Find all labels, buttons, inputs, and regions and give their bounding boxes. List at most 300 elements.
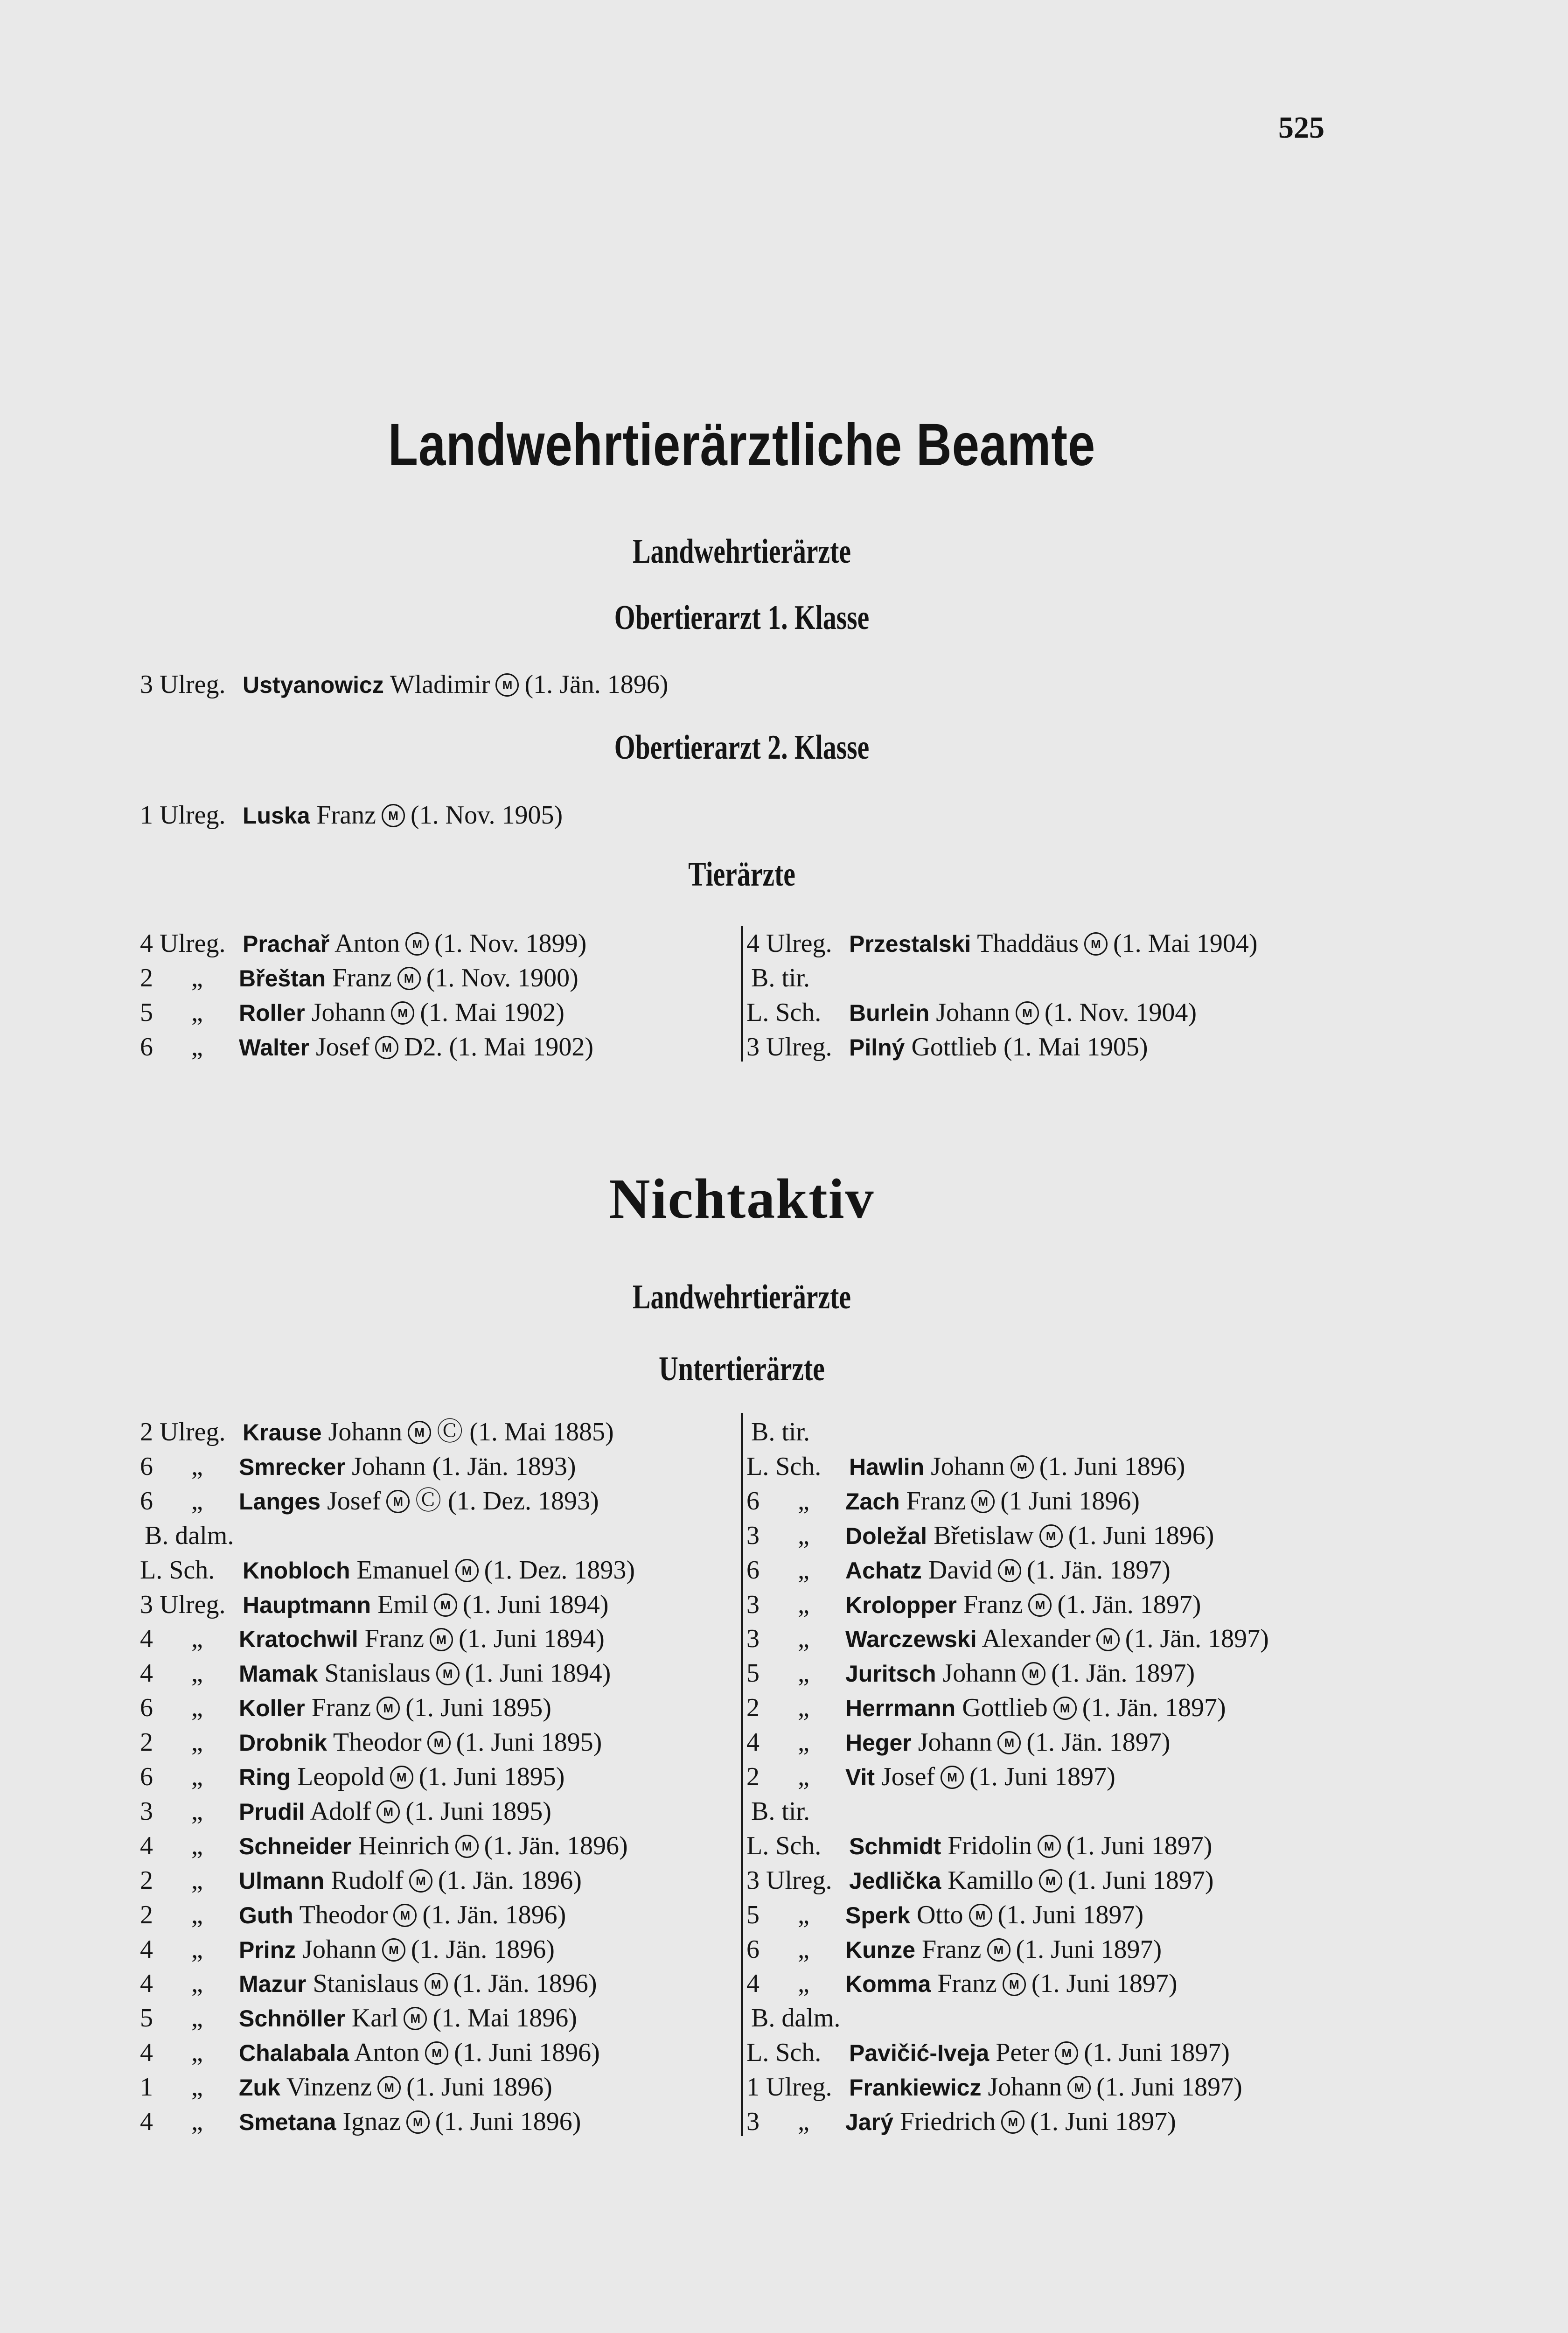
page-number: 525 [1278,111,1324,145]
medal-icon: M [987,1938,1010,1962]
medal-icon: M [406,2110,430,2134]
unit-number: 2 [140,1728,153,1757]
list-entry [140,2104,581,2139]
surname: Herrmann [845,1695,956,1722]
date: (1. Jän. 1896) [438,1865,582,1895]
unit-label: 3 Ulreg. [140,670,226,699]
given-name: Johann [328,1418,403,1446]
given-name: Franz [922,1935,982,1964]
medal-icon: M [1084,932,1108,956]
list-entry [746,1725,1170,1760]
given-name: Vinzenz [286,2073,372,2102]
unit-label [746,1966,845,2001]
given-name: Stanislaus [324,1659,431,1688]
date: (1. Nov. 1904) [1044,998,1197,1027]
group-heading-nichtaktiv: Landwehrtierärzte [632,1278,851,1316]
ditto-mark: „ [798,1969,809,1998]
given-name: Franz [963,1590,1023,1619]
ditto-mark: „ [191,2073,203,2102]
date: (1. Mai 1896) [432,2004,577,2033]
surname: Koller [239,1695,305,1722]
unit-number: 2 [746,1693,760,1723]
list-entry [746,1760,1115,1794]
branch-label: B. dalm. [145,1521,234,1550]
list-entry [140,1932,555,1967]
medal-icon: M [1039,1524,1063,1548]
unit-number: 4 [140,1969,153,1998]
medal-icon: M [405,932,429,956]
surname: Drobnik [239,1730,327,1756]
given-name: Adolf [310,1796,371,1826]
list-entry [746,995,1197,1030]
date: (1. Mai 1905) [1004,1033,1148,1062]
surname: Krolopper [845,1592,957,1618]
unit-label [746,1656,845,1690]
unit-number: 6 [140,1693,153,1723]
date: (1. Jän. 1896) [484,1831,628,1860]
ditto-mark: „ [798,1762,809,1791]
unit-label [140,1932,239,1967]
ditto-mark: „ [191,1452,203,1481]
unit-label [140,1760,239,1794]
medal-icon: M [377,2076,401,2099]
list-entry [746,1553,1171,1587]
surname: Jarý [845,2109,893,2135]
surname: Pavičić-Iveja [849,2040,990,2067]
medal-icon: M [495,673,519,697]
list-entry [140,1829,628,1863]
medal-icon: M [427,1731,451,1754]
unit-label [140,1794,239,1829]
unit-label [746,1484,845,1518]
given-name: Johann [931,1452,1005,1481]
surname: Heger [845,1730,912,1756]
given-name: Friedrich [899,2107,996,2136]
list-entry [746,1518,1214,1553]
surname: Hawlin [849,1453,925,1480]
date: (1. Juni 1895) [405,1693,551,1723]
date: (1. Juni 1894) [462,1590,609,1619]
ditto-mark: „ [191,1831,203,1860]
ditto-mark: „ [191,2107,203,2136]
list-entry [140,1553,635,1587]
list-entry [140,961,578,995]
unit-label [140,2104,239,2139]
medal-icon: M [455,1835,479,1858]
unit-label: L. Sch. [746,1452,822,1481]
surname: Pilný [849,1034,905,1061]
given-name: David [928,1555,992,1585]
unit-number: 4 [140,2107,153,2136]
list-entry [746,1030,1148,1064]
given-name: Kamillo [948,1865,1033,1895]
given-name: Alexander [982,1624,1091,1654]
unit-label [140,1621,239,1656]
unit-label [746,1518,845,1553]
list-entry [746,926,1258,961]
surname: Mamak [239,1661,318,1687]
date: (1. Juni 1894) [465,1659,611,1688]
surname: Vit [845,1764,875,1790]
unit-label: L. Sch. [140,1555,215,1585]
surname: Burlein [849,1000,930,1026]
list-entry [746,1863,1214,1898]
medal-icon: M [1028,1593,1052,1617]
unit-label [746,1760,845,1794]
date: (1. Juni 1896) [1039,1452,1185,1481]
unit-label [140,1966,239,2001]
date: (1. Jän. 1896) [422,1900,566,1929]
list-entry [140,1760,564,1794]
surname: Břeštan [239,965,326,992]
date: (1. Jän. 1897) [1051,1659,1195,1688]
unit-number: 5 [746,1659,760,1688]
unit-label [140,1690,239,1725]
ditto-mark: „ [191,1693,203,1723]
ditto-mark: „ [191,1486,203,1516]
date: (1. Juni 1897) [1096,2073,1242,2102]
unit-number: 4 [140,1935,153,1964]
surname: Doležal [845,1523,927,1549]
ditto-mark: „ [798,1728,809,1757]
date: (1. Nov. 1899) [434,929,587,958]
medal-icon: M [969,1904,992,1927]
list-entry [140,2001,577,2035]
date: (1. Jän. 1897) [1057,1590,1201,1619]
list-entry [140,1484,599,1518]
ditto-mark: „ [191,1659,203,1688]
unit-number: 2 [140,1900,153,1929]
unit-number: 4 [140,1624,153,1654]
surname: Prinz [239,1936,296,1963]
date: (1. Juni 1896) [406,2073,552,2102]
heading-nichtaktiv: Nichtaktiv [609,1167,875,1230]
surname: Schnöller [239,2005,345,2032]
unit-label: L. Sch. [746,1831,822,1860]
date: (1. Jän. 1897) [1082,1693,1226,1723]
given-name: Josef [327,1486,381,1516]
medal-icon: M [425,2041,448,2065]
surname: Mazur [239,1971,307,1998]
surname: Ustyanowicz [243,672,384,698]
date: (1. Juni 1897) [1066,1831,1213,1860]
list-subheader [751,1794,810,1829]
date: (1. Juni 1897) [1067,1865,1214,1895]
date: (1. Jän. 1896) [524,670,669,699]
date: (1. Juni 1896) [1068,1521,1214,1550]
unit-number: 6 [746,1935,760,1964]
given-name: Emil [377,1590,428,1619]
unit-label [746,1587,845,1622]
branch-label: B. tir. [751,1418,810,1446]
given-name: Ignaz [342,2107,401,2136]
date: (1. Jän. 1896) [411,1935,555,1964]
given-name: Rudolf [331,1865,404,1895]
surname: Schmidt [849,1833,941,1859]
list-entry [746,2104,1176,2139]
surname: Ring [239,1764,291,1790]
ditto-mark: „ [798,1624,809,1654]
unit-label [140,1863,239,1898]
heading-obertierarzt-2: Obertierarzt 2. Klasse [614,728,870,767]
surname: Chalabala [239,2040,349,2067]
unit-number: 3 [746,1624,760,1654]
group-heading-aktiv: Landwehrtierärzte [632,532,851,571]
list-entry [140,2070,552,2104]
ditto-mark: „ [191,1624,203,1654]
date: (1 Juni 1896) [1000,1486,1140,1516]
surname: Knobloch [243,1557,350,1584]
surname: Komma [845,1971,931,1998]
surname: Smetana [239,2109,336,2135]
medal-icon: M [997,1731,1021,1754]
surname: Luska [243,803,310,829]
date: (1. Juni 1896) [454,2038,600,2068]
list-entry [746,1656,1195,1690]
unit-number: 6 [140,1762,153,1791]
date: (1. Jän. 1897) [1026,1728,1171,1757]
list-entry [140,1656,611,1690]
surname: Frankiewicz [849,2075,982,2101]
list-entry [746,1829,1212,1863]
given-name: Gottlieb [911,1033,997,1062]
date: (1. Mai 1902) [420,998,564,1027]
unit-number: 2 [140,1865,153,1895]
surname: Przestalski [849,931,971,957]
heading-tieraerzte: Tierärzte [688,855,795,894]
given-name: Johann [311,998,386,1027]
unit-label: 2 Ulreg. [140,1418,226,1446]
given-name: Johann [918,1728,992,1757]
medal-icon: M [376,1697,400,1720]
surname: Sperk [845,1902,910,1928]
date: (1. Juni 1897) [1030,2107,1176,2136]
medal-icon: M [386,1490,410,1513]
unit-number: 3 [746,2107,760,2136]
list-entry [140,1725,602,1760]
date: (1. Jän. 1893) [432,1452,576,1481]
given-name: Břetislaw [934,1521,1034,1550]
unit-label [140,2035,239,2070]
unit-label [746,1621,845,1656]
unit-label [140,1898,239,1932]
heading-obertierarzt-1: Obertierarzt 1. Klasse [614,599,870,637]
surname: Kunze [845,1936,915,1963]
date: (1. Juni 1894) [459,1624,605,1654]
branch-label: B. tir. [751,1796,810,1826]
medal-icon: M [390,1766,413,1789]
medal-icon: M [1038,1835,1061,1858]
surname: Juritsch [845,1661,936,1687]
list-subheader [145,1518,234,1553]
date: (1. Mai 1904) [1113,929,1258,958]
unit-label: L. Sch. [746,2038,822,2068]
given-name: Johann [351,1452,426,1481]
ditto-mark: „ [191,1935,203,1964]
unit-label [140,2001,239,2035]
list-entry [746,1898,1143,1932]
given-name: Johann [302,1935,376,1964]
unit-label [140,961,239,995]
list-entry [140,1449,576,1484]
unit-number: 5 [140,2004,153,2033]
unit-label: 1 Ulreg. [140,801,226,830]
list-entry [746,2070,1242,2104]
medal-icon: M [941,1766,964,1789]
medal-icon: M [425,1973,448,1996]
unit-label [140,1829,239,1863]
unit-number: 4 [140,1831,153,1860]
medal-icon: M [408,1421,431,1444]
given-name: Franz [906,1486,966,1516]
given-name: Johann [942,1659,1017,1688]
ditto-mark: „ [191,1762,203,1791]
column-divider-untertieraerzte [741,1413,743,2136]
column-divider-tieraerzte [741,926,743,1062]
unit-label [746,1725,845,1760]
unit-label [140,1656,239,1690]
unit-number: 2 [746,1762,760,1791]
surname: Hauptmann [243,1592,371,1618]
ditto-mark: „ [191,1033,203,1062]
medal-icon: M [404,2007,427,2030]
unit-number: 2 [140,964,153,992]
date: (1. Jän. 1896) [453,1969,597,1998]
given-name: Fridolin [948,1831,1032,1860]
given-name: Johann [936,998,1010,1027]
branch-label: B. tir. [751,964,810,992]
unit-label [746,1898,845,1932]
unit-number: 6 [140,1486,153,1516]
date: (1. Juni 1897) [969,1762,1115,1791]
unit-label: 1 Ulreg. [746,2073,832,2102]
given-name: Anton [335,929,400,958]
ditto-mark: „ [191,1796,203,1826]
list-entry [140,1415,614,1449]
medal-icon: M [1039,1869,1062,1893]
ditto-mark: „ [798,1486,809,1516]
ditto-mark: „ [798,1693,809,1723]
ditto-mark: „ [191,964,203,992]
unit-number: 6 [746,1486,760,1516]
unit-label: L. Sch. [746,998,822,1027]
date: (1. Nov. 1900) [426,964,578,992]
unit-label [746,1690,845,1725]
date: Ⓒ (1. Mai 1885) [437,1418,614,1446]
given-name: Gottlieb [962,1693,1048,1723]
list-entry [746,1449,1185,1484]
given-name: Franz [311,1693,371,1723]
given-name: Franz [364,1624,425,1654]
given-name: Franz [316,801,376,830]
medal-icon: M [1003,1973,1026,1996]
list-entry [140,995,564,1030]
medal-icon: M [1055,2041,1078,2065]
unit-label: 4 Ulreg. [140,929,226,958]
unit-label [746,1932,845,1967]
unit-number: 4 [746,1969,760,1998]
given-name: Franz [937,1969,997,1998]
medal-icon: M [1010,1455,1034,1479]
unit-number: 3 [746,1590,760,1619]
surname: Guth [239,1902,293,1928]
surname: Walter [239,1034,309,1061]
date: Ⓒ (1. Dez. 1893) [415,1486,599,1516]
list-entry [140,1863,582,1898]
medal-icon: M [971,1490,995,1513]
ditto-mark: „ [798,1590,809,1619]
list-subheader [751,2001,840,2035]
given-name: Theodor [333,1728,422,1757]
ditto-mark: „ [798,1900,809,1929]
surname: Prachař [243,931,330,957]
surname: Achatz [845,1557,922,1584]
medal-icon: M [998,1559,1021,1582]
ditto-mark: „ [798,2107,809,2136]
given-name: Otto [916,1900,963,1929]
medal-icon: M [1067,2076,1091,2099]
given-name: Anton [354,2038,420,2068]
given-name: Franz [332,964,392,992]
date: (1. Juni 1895) [405,1796,551,1826]
list-entry [140,2035,600,2070]
medal-icon: M [1096,1628,1120,1651]
given-name: Thaddäus [977,929,1079,958]
date: (1. Jän. 1897) [1125,1624,1269,1654]
date: (1. Juni 1897) [1084,2038,1230,2068]
medal-icon: M [1016,1001,1039,1025]
list-entry [746,1587,1201,1622]
given-name: Wladimir [390,670,490,699]
surname: Langes [239,1488,321,1515]
list-entry [140,1690,551,1725]
date: (1. Juni 1897) [997,1900,1144,1929]
ditto-mark: „ [191,1728,203,1757]
date: (1. Juni 1897) [1031,1969,1178,1998]
branch-label: B. dalm. [751,2004,841,2033]
unit-number: 5 [746,1900,760,1929]
main-title: Landwehrtierärztliche Beamte [388,412,1096,478]
list-entry [140,1966,597,2001]
list-entry [746,2035,1230,2070]
date: (1. Nov. 1905) [411,801,563,830]
list-entry [140,1898,566,1932]
medal-icon: M [1001,2110,1024,2134]
given-name: Emanuel [356,1555,450,1585]
ditto-mark: „ [191,2038,203,2068]
medal-icon: M [434,1593,457,1617]
unit-number: 4 [140,2038,153,2068]
ditto-mark: „ [191,998,203,1027]
list-entry [746,1932,1162,1967]
given-name: Stanislaus [313,1969,419,1998]
date: D2. (1. Mai 1902) [404,1033,593,1062]
unit-number: 4 [746,1728,760,1757]
unit-number: 3 [140,1796,153,1826]
ditto-mark: „ [191,1969,203,1998]
unit-number: 6 [746,1555,760,1585]
list-entry [140,798,563,832]
surname: Smrecker [239,1453,345,1480]
given-name: Leopold [297,1762,384,1791]
medal-icon: M [455,1559,479,1582]
ditto-mark: „ [191,1865,203,1895]
unit-label: 3 Ulreg. [746,1033,832,1062]
date: (1. Juni 1895) [418,1762,565,1791]
medal-icon: M [436,1662,460,1685]
surname: Jedlička [849,1867,941,1894]
date: (1. Dez. 1893) [484,1555,635,1585]
